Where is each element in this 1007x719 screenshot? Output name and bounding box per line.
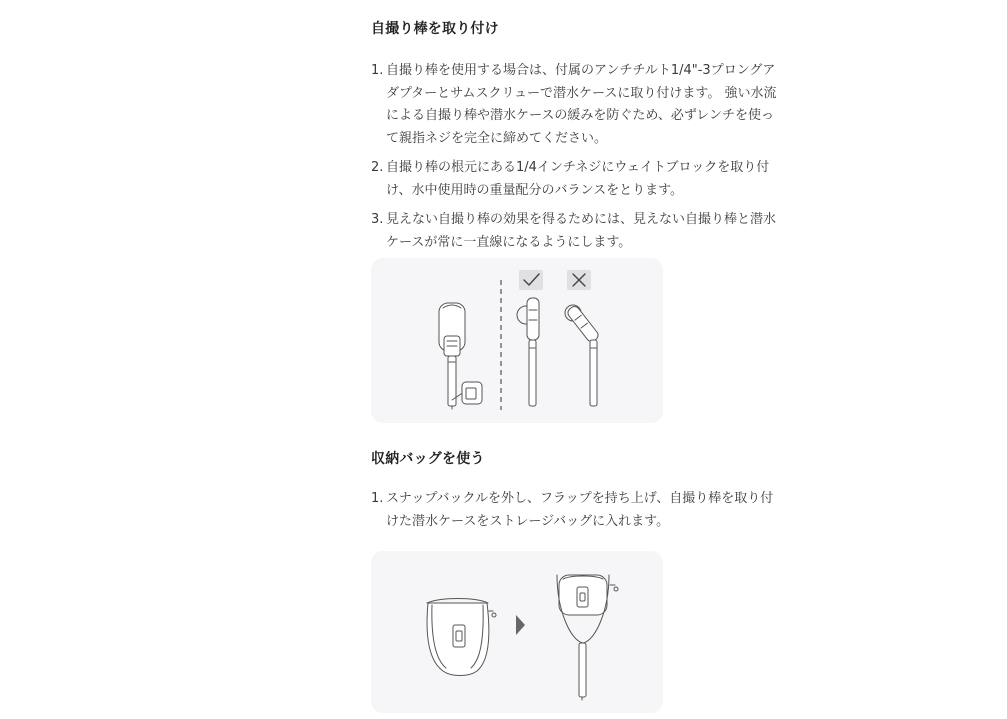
storage-bag-illustration xyxy=(371,551,663,713)
aligned-side-view-icon xyxy=(517,298,539,406)
bag-with-selfie-stick-icon xyxy=(557,575,618,700)
step-text: 自撮り棒を使用する場合は、付属のアンチチルト1/4"-3プロングアダプターとサムスクリューで潜水ケースに取り付けます。 強い水流による自撮り棒や潜水ケースの緩みを防ぐため、必ずレンチを使って親指ネジを完全に締めてください。 xyxy=(386,63,777,146)
step-item xyxy=(371,209,781,254)
step-text: 見えない自撮り棒の効果を得るためには、見えない自撮り棒と潜水ケースが常に一直線になるようにします。 xyxy=(386,212,777,250)
front-view-camera-icon xyxy=(439,303,465,409)
check-mark-icon xyxy=(519,270,543,290)
selfie-stick-alignment-illustration xyxy=(371,258,663,423)
arrow-right-icon xyxy=(516,615,525,635)
step-item xyxy=(371,488,781,533)
section-title-selfie-stick: 自撮り棒を取り付け xyxy=(371,21,499,37)
alignment-diagram xyxy=(371,258,663,423)
step-item xyxy=(371,60,781,150)
step-text: スナップバックルを外し、フラップを持ち上げ、自撮り棒を取り付けた潜水ケースをストレージバッグに入れます。 xyxy=(386,491,774,529)
step-number: 1. xyxy=(371,63,384,78)
selfie-stick-steps xyxy=(371,60,781,261)
step-item xyxy=(371,157,781,202)
misaligned-side-view-icon xyxy=(565,305,600,406)
closed-bag-icon xyxy=(427,599,496,676)
cross-mark-icon xyxy=(567,270,591,290)
step-number: 1. xyxy=(371,491,384,506)
storage-bag-steps xyxy=(371,488,781,540)
section-title-storage-bag: 収納バッグを使う xyxy=(371,451,485,467)
step-number: 3. xyxy=(371,212,384,227)
storage-bag-diagram xyxy=(371,551,663,713)
step-number: 2. xyxy=(371,160,384,175)
step-text: 自撮り棒の根元にある1/4インチネジにウェイトブロックを取り付け、水中使用時の重量配分のバランスをとります。 xyxy=(386,160,770,198)
